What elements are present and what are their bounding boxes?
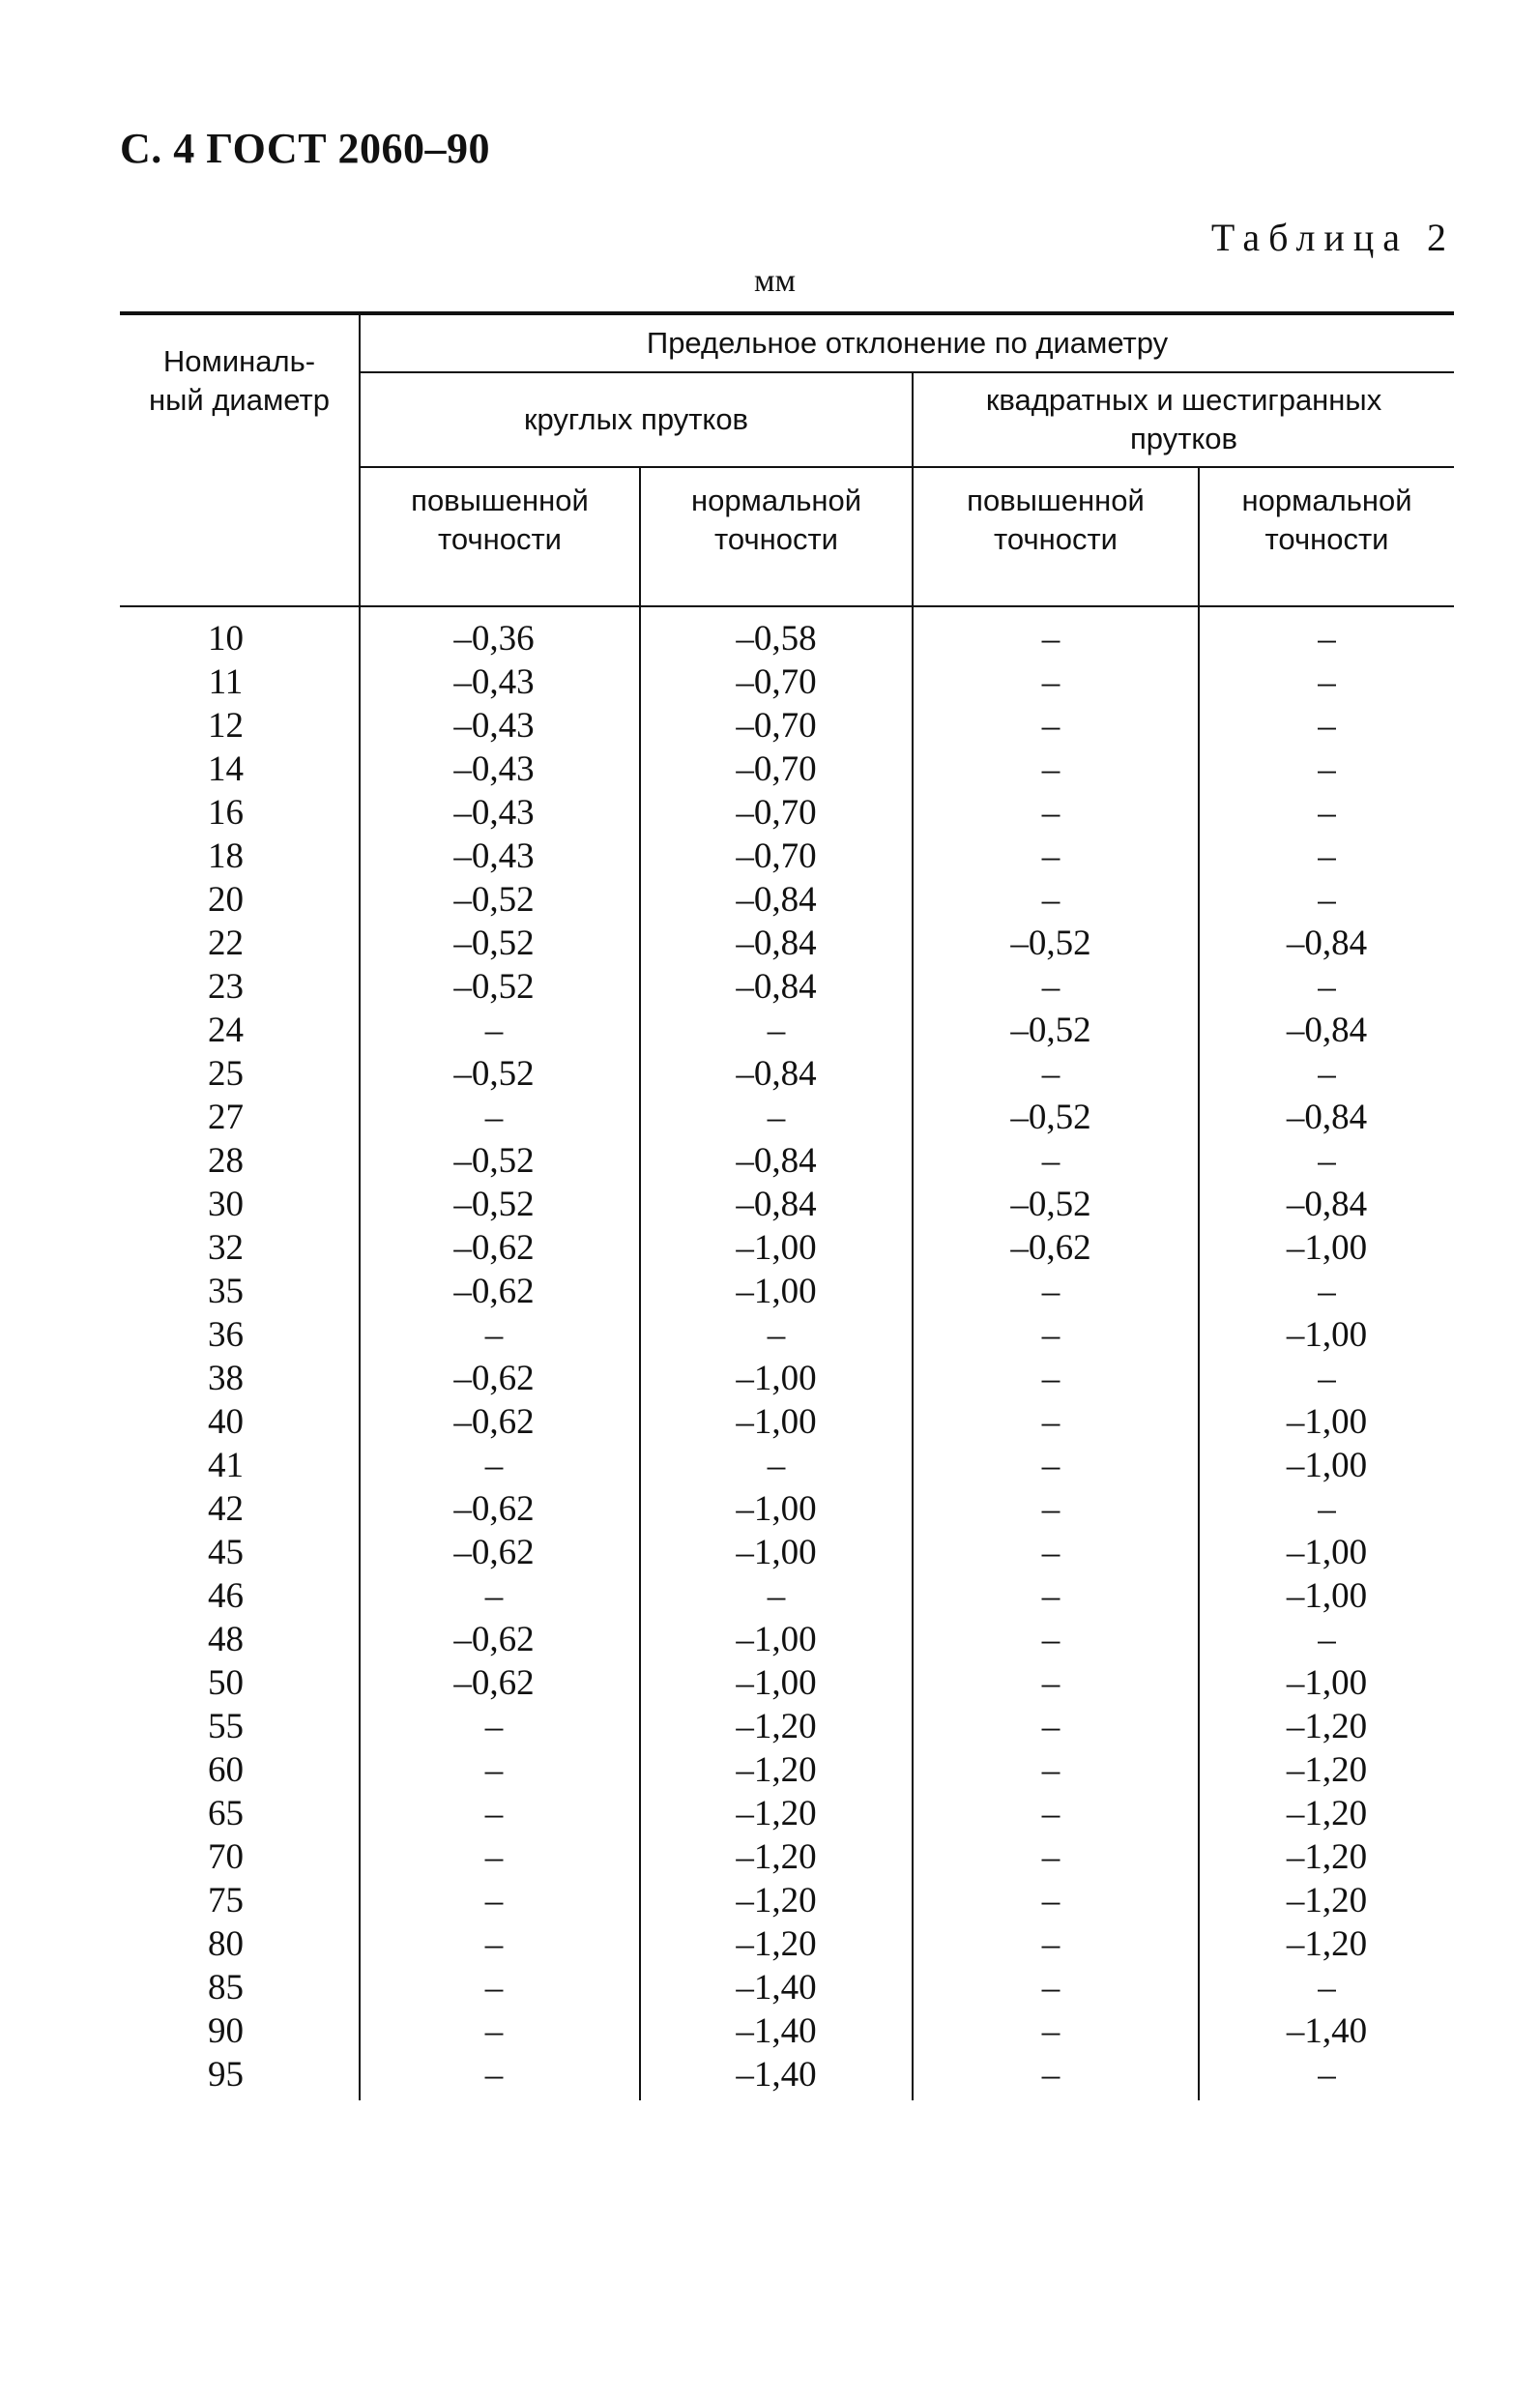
round-normal-cell: –1,20 (640, 1835, 913, 1879)
square-normal-cell: –0,84 (1286, 923, 1368, 963)
square-increased-cell: – (913, 1661, 1199, 1705)
table-row (120, 1400, 1454, 1444)
table-row (120, 1096, 1454, 1139)
square-increased-cell: –0,52 (913, 1009, 1199, 1052)
square-normal-cell: –1,20 (1286, 1750, 1368, 1790)
round-increased-cell: –0,62 (360, 1400, 640, 1444)
table-row (120, 1270, 1454, 1313)
round-normal-cell: –1,20 (640, 1748, 913, 1792)
deviation-table (120, 311, 1454, 2100)
nominal-diameter-cell: 40 (120, 1400, 360, 1444)
nominal-diameter-cell: 95 (120, 2053, 360, 2100)
round-normal-cell: –1,40 (640, 2053, 913, 2100)
round-normal-cell: –0,84 (640, 1052, 913, 1096)
square-increased-cell: – (913, 1835, 1199, 1879)
round-increased-cell: –0,62 (360, 1226, 640, 1270)
round-increased-cell: –0,52 (360, 878, 640, 922)
round-normal-cell: –0,84 (640, 1139, 913, 1183)
nominal-diameter-cell: 25 (120, 1052, 360, 1096)
square-increased-cell: –0,52 (913, 1096, 1199, 1139)
header-square-increased (913, 467, 1199, 606)
square-increased-cell: –0,62 (913, 1226, 1199, 1270)
square-normal-cell: –1,20 (1286, 1881, 1368, 1920)
table-row (120, 1009, 1454, 1052)
table-row (120, 1574, 1454, 1618)
round-increased-cell: – (360, 1096, 640, 1139)
square-increased-cell: – (913, 2009, 1199, 2053)
round-normal-cell: –0,70 (640, 748, 913, 791)
header-round-normal (640, 467, 913, 606)
nominal-diameter-cell: 90 (120, 2009, 360, 2053)
square-normal-cell: –1,20 (1286, 1707, 1368, 1746)
nominal-diameter-cell: 41 (120, 1444, 360, 1487)
square-increased-cell: – (913, 1139, 1199, 1183)
table-row (120, 2009, 1454, 2053)
round-increased-cell: –0,62 (360, 1531, 640, 1574)
nominal-diameter-cell: 80 (120, 1922, 360, 1966)
table-row (120, 660, 1454, 704)
round-increased-cell: –0,52 (360, 1052, 640, 1096)
round-increased-cell: –0,43 (360, 748, 640, 791)
round-normal-cell: –0,58 (640, 606, 913, 660)
round-normal-cell: – (640, 1009, 913, 1052)
header-round-normal-text: нормальной точности (690, 484, 862, 556)
square-normal-cell: –0,84 (1286, 1098, 1368, 1137)
nominal-diameter-cell: 60 (120, 1748, 360, 1792)
square-normal-cell: –1,00 (1286, 1576, 1368, 1616)
round-normal-cell: –1,00 (640, 1531, 913, 1574)
round-normal-cell: – (640, 1096, 913, 1139)
nominal-diameter-cell: 18 (120, 835, 360, 878)
table-row (120, 704, 1454, 748)
table-row (120, 1139, 1454, 1183)
square-increased-cell: – (913, 1618, 1199, 1661)
square-normal-cell: – (1318, 1054, 1336, 1094)
square-normal-cell: – (1318, 662, 1336, 702)
header-square-hex-bars-text: квадратных и шестигранных прутков (985, 383, 1382, 455)
nominal-diameter-cell: 50 (120, 1661, 360, 1705)
round-increased-cell: – (360, 1574, 640, 1618)
round-normal-cell: –1,20 (640, 1792, 913, 1835)
round-increased-cell: –0,43 (360, 704, 640, 748)
table-row (120, 878, 1454, 922)
round-normal-cell: – (640, 1574, 913, 1618)
round-increased-cell: – (360, 1879, 640, 1922)
square-increased-cell: – (913, 704, 1199, 748)
table-row (120, 1487, 1454, 1531)
square-normal-cell: –1,00 (1286, 1663, 1368, 1703)
header-square-increased-text: повышенной точности (967, 484, 1145, 556)
round-increased-cell: – (360, 1922, 640, 1966)
square-normal-cell: – (1318, 619, 1336, 659)
header-square-hex-bars (913, 372, 1454, 467)
nominal-diameter-cell: 28 (120, 1139, 360, 1183)
round-normal-cell: –0,70 (640, 660, 913, 704)
header-nominal-diameter-text: Номиналь- ный диаметр (149, 344, 330, 417)
table-row (120, 965, 1454, 1009)
header-round-bars: круглых прутков (360, 372, 913, 467)
round-increased-cell: – (360, 1705, 640, 1748)
nominal-diameter-cell: 11 (120, 660, 360, 704)
round-normal-cell: –1,00 (640, 1400, 913, 1444)
round-normal-cell: –1,20 (640, 1879, 913, 1922)
round-increased-cell: –0,43 (360, 791, 640, 835)
deviation-table-container (120, 311, 1454, 2100)
nominal-diameter-cell: 10 (120, 606, 360, 660)
square-normal-cell: – (1318, 1620, 1336, 1659)
square-normal-cell: – (1318, 836, 1336, 876)
round-normal-cell: – (640, 1444, 913, 1487)
square-increased-cell: – (913, 965, 1199, 1009)
header-limit-deviation: Предельное отклонение по диаметру (360, 313, 1454, 372)
round-increased-cell: – (360, 2053, 640, 2100)
square-increased-cell: – (913, 1705, 1199, 1748)
round-normal-cell: –1,40 (640, 2009, 913, 2053)
table-row (120, 1705, 1454, 1748)
table-row (120, 1879, 1454, 1922)
round-normal-cell: –0,84 (640, 1183, 913, 1226)
units-label: мм (754, 263, 797, 299)
round-normal-cell: –1,00 (640, 1226, 913, 1270)
nominal-diameter-cell: 32 (120, 1226, 360, 1270)
round-normal-cell: –1,00 (640, 1618, 913, 1661)
table-row (120, 1618, 1454, 1661)
nominal-diameter-cell: 42 (120, 1487, 360, 1531)
square-increased-cell: – (913, 1879, 1199, 1922)
table-row (120, 1922, 1454, 1966)
square-normal-cell: – (1318, 1359, 1336, 1398)
table-row (120, 1748, 1454, 1792)
square-normal-cell: – (1318, 2055, 1336, 2095)
round-increased-cell: – (360, 1748, 640, 1792)
square-increased-cell: – (913, 1531, 1199, 1574)
nominal-diameter-cell: 35 (120, 1270, 360, 1313)
square-normal-cell: – (1318, 1272, 1336, 1311)
table-header (120, 313, 1454, 606)
round-increased-cell: –0,62 (360, 1661, 640, 1705)
table-row (120, 1226, 1454, 1270)
square-increased-cell: –0,52 (913, 1183, 1199, 1226)
round-normal-cell: –1,00 (640, 1357, 913, 1400)
nominal-diameter-cell: 27 (120, 1096, 360, 1139)
round-increased-cell: – (360, 1835, 640, 1879)
square-increased-cell: – (913, 791, 1199, 835)
table-row (120, 1444, 1454, 1487)
nominal-diameter-cell: 48 (120, 1618, 360, 1661)
nominal-diameter-cell: 14 (120, 748, 360, 791)
round-increased-cell: –0,43 (360, 835, 640, 878)
nominal-diameter-cell: 45 (120, 1531, 360, 1574)
table-row (120, 2053, 1454, 2100)
nominal-diameter-cell: 36 (120, 1313, 360, 1357)
square-increased-cell: – (913, 1313, 1199, 1357)
square-increased-cell: – (913, 1966, 1199, 2009)
header-nominal-diameter (120, 313, 360, 606)
round-increased-cell: –0,62 (360, 1357, 640, 1400)
nominal-diameter-cell: 30 (120, 1183, 360, 1226)
square-increased-cell: – (913, 1748, 1199, 1792)
nominal-diameter-cell: 46 (120, 1574, 360, 1618)
round-normal-cell: –1,00 (640, 1270, 913, 1313)
square-normal-cell: – (1318, 706, 1336, 746)
square-normal-cell: –0,84 (1286, 1011, 1368, 1050)
round-normal-cell: –1,00 (640, 1661, 913, 1705)
round-normal-cell: –0,70 (640, 791, 913, 835)
round-increased-cell: – (360, 1792, 640, 1835)
square-normal-cell: – (1318, 793, 1336, 833)
table-label: Таблица 2 (1210, 216, 1455, 259)
square-increased-cell: –0,52 (913, 922, 1199, 965)
round-normal-cell: –0,70 (640, 835, 913, 878)
table-body (120, 606, 1454, 2100)
square-increased-cell: – (913, 1922, 1199, 1966)
square-normal-cell: – (1318, 1968, 1336, 2008)
square-normal-cell: –1,00 (1286, 1315, 1368, 1355)
square-normal-cell: – (1318, 1141, 1336, 1181)
round-normal-cell: –0,84 (640, 922, 913, 965)
nominal-diameter-cell: 85 (120, 1966, 360, 2009)
square-normal-cell: –1,00 (1286, 1228, 1368, 1268)
round-increased-cell: –0,62 (360, 1487, 640, 1531)
header-round-increased-text: повышенной точности (411, 484, 589, 556)
round-normal-cell: –1,20 (640, 1922, 913, 1966)
table-row (120, 748, 1454, 791)
round-normal-cell: –0,84 (640, 878, 913, 922)
square-increased-cell: – (913, 1357, 1199, 1400)
table-row (120, 922, 1454, 965)
table-row (120, 1313, 1454, 1357)
header-round-increased (360, 467, 640, 606)
square-normal-cell: – (1318, 880, 1336, 920)
round-increased-cell: –0,62 (360, 1618, 640, 1661)
nominal-diameter-cell: 12 (120, 704, 360, 748)
table-row (120, 1531, 1454, 1574)
nominal-diameter-cell: 65 (120, 1792, 360, 1835)
square-normal-cell: –1,00 (1286, 1533, 1368, 1572)
square-increased-cell: – (913, 878, 1199, 922)
round-increased-cell: –0,52 (360, 965, 640, 1009)
nominal-diameter-cell: 16 (120, 791, 360, 835)
header-square-normal-text: нормальной точности (1241, 484, 1412, 556)
nominal-diameter-cell: 22 (120, 922, 360, 965)
round-increased-cell: –0,43 (360, 660, 640, 704)
square-normal-cell: – (1318, 967, 1336, 1007)
round-normal-cell: –0,84 (640, 965, 913, 1009)
square-increased-cell: – (913, 660, 1199, 704)
square-increased-cell: – (913, 1400, 1199, 1444)
square-normal-cell: –1,20 (1286, 1794, 1368, 1833)
page-header: С. 4 ГОСТ 2060–90 (120, 125, 491, 172)
square-increased-cell: – (913, 1270, 1199, 1313)
round-increased-cell: – (360, 1313, 640, 1357)
nominal-diameter-cell: 20 (120, 878, 360, 922)
round-normal-cell: –1,00 (640, 1487, 913, 1531)
square-increased-cell: – (913, 2053, 1199, 2100)
table-row (120, 1357, 1454, 1400)
square-normal-cell: –1,00 (1286, 1446, 1368, 1485)
round-normal-cell: –1,40 (640, 1966, 913, 2009)
nominal-diameter-cell: 55 (120, 1705, 360, 1748)
square-increased-cell: – (913, 606, 1199, 660)
square-normal-cell: –0,84 (1286, 1185, 1368, 1224)
square-increased-cell: – (913, 1487, 1199, 1531)
round-increased-cell: –0,52 (360, 1183, 640, 1226)
square-increased-cell: – (913, 1052, 1199, 1096)
nominal-diameter-cell: 24 (120, 1009, 360, 1052)
table-row (120, 1052, 1454, 1096)
round-increased-cell: –0,52 (360, 922, 640, 965)
round-increased-cell: – (360, 1009, 640, 1052)
round-increased-cell: –0,52 (360, 1139, 640, 1183)
nominal-diameter-cell: 23 (120, 965, 360, 1009)
table-row (120, 791, 1454, 835)
square-normal-cell: – (1318, 1489, 1336, 1529)
square-normal-cell: –1,00 (1286, 1402, 1368, 1442)
table-row (120, 835, 1454, 878)
header-square-normal (1199, 467, 1454, 606)
nominal-diameter-cell: 75 (120, 1879, 360, 1922)
nominal-diameter-cell: 38 (120, 1357, 360, 1400)
table-row (120, 606, 1454, 660)
square-increased-cell: – (913, 1444, 1199, 1487)
square-normal-cell: –1,20 (1286, 1924, 1368, 1964)
table-row (120, 1835, 1454, 1879)
table-row (120, 1183, 1454, 1226)
square-normal-cell: –1,20 (1286, 1837, 1368, 1877)
round-increased-cell: –0,36 (360, 606, 640, 660)
round-increased-cell: – (360, 2009, 640, 2053)
round-normal-cell: –0,70 (640, 704, 913, 748)
table-row (120, 1966, 1454, 2009)
square-increased-cell: – (913, 748, 1199, 791)
round-increased-cell: – (360, 1966, 640, 2009)
square-increased-cell: – (913, 1574, 1199, 1618)
square-normal-cell: – (1318, 749, 1336, 789)
table-row (120, 1661, 1454, 1705)
square-normal-cell: –1,40 (1286, 2011, 1368, 2051)
square-increased-cell: – (913, 1792, 1199, 1835)
round-normal-cell: – (640, 1313, 913, 1357)
square-increased-cell: – (913, 835, 1199, 878)
nominal-diameter-cell: 70 (120, 1835, 360, 1879)
table-row (120, 1792, 1454, 1835)
round-normal-cell: –1,20 (640, 1705, 913, 1748)
round-increased-cell: – (360, 1444, 640, 1487)
round-increased-cell: –0,62 (360, 1270, 640, 1313)
